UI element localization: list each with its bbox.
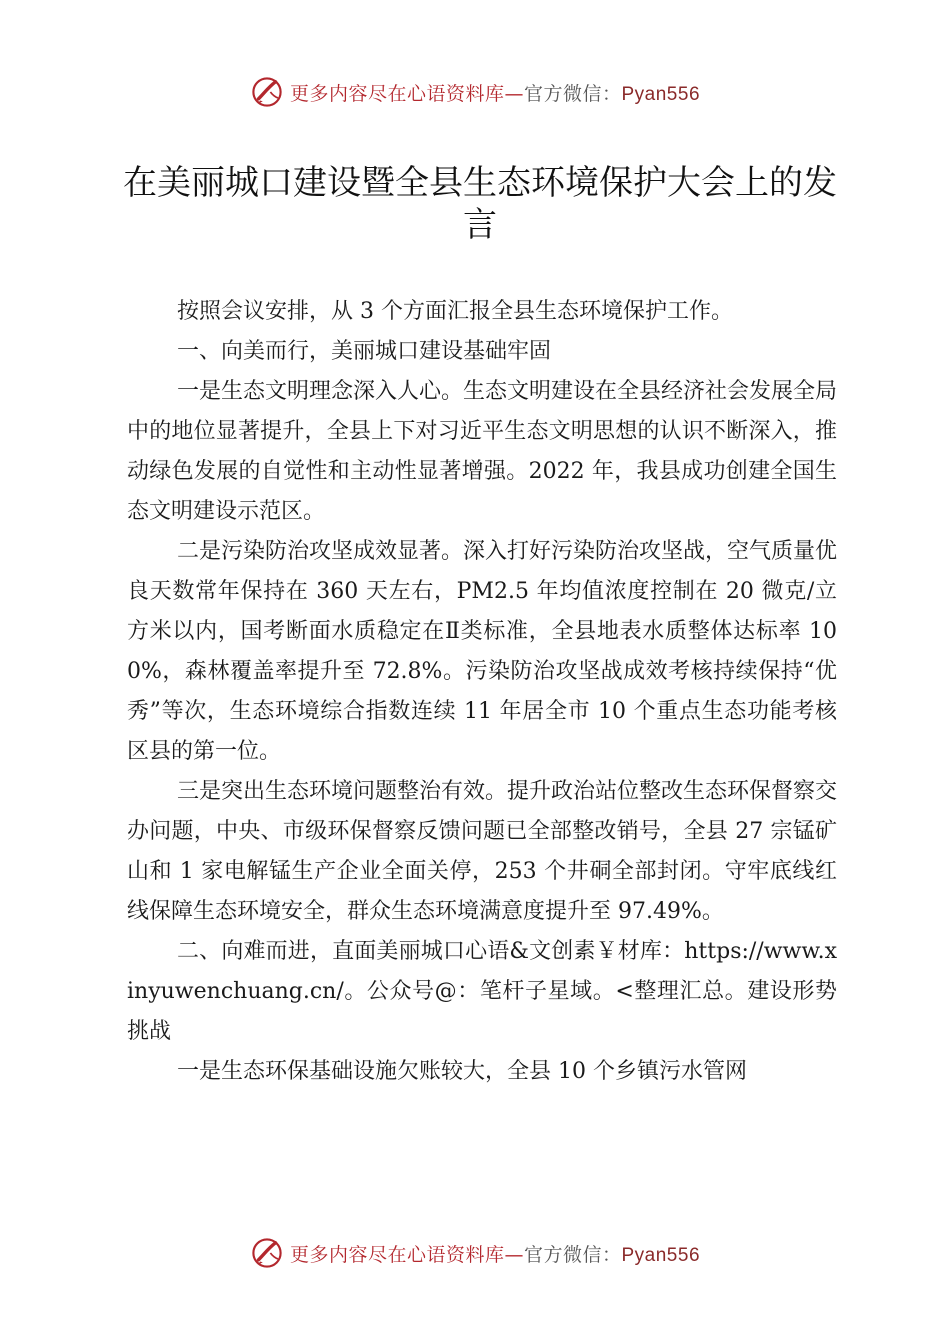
paragraph-eco-civilization: 一是生态文明理念深入人心。生态文明建设在全县经济社会发展全局中的地位显著提升，全县上下对习近平生态文明思想的认识不断深入，推动绿色发展的自觉性和主动性显著增强。2022 年，我县成功创建全国生态文明建设示范区。 <box>127 379 838 524</box>
paragraph-infrastructure: 一是生态环保基础设施欠账较大，全县 10 个乡镇污水管网 <box>177 1059 747 1084</box>
watermark-banner-bottom <box>0 1233 950 1273</box>
pen-logo-icon <box>250 1236 284 1270</box>
pen-logo-icon <box>250 75 284 109</box>
paragraph-intro: 按照会议安排，从 3 个方面汇报全县生态环境保护工作。 <box>177 299 733 324</box>
paragraph-issue-rectification: 三是突出生态环境问题整治有效。提升政治站位整改生态环保督察交办问题，中央、市级环保督察反馈问题已全部整改销号，全县 27 宗锰矿山和 1 家电解锰生产企业全面关停，253 个井硐全部封闭。守牢底线红线保障生态环境安全，群众生态环境满意度提升至 97.49%。 <box>127 779 838 924</box>
document-title: 在美丽城口建设暨全县生态环境保护大会上的发言 <box>123 163 837 245</box>
watermark-text: 更多内容尽在心语资料库—官方微信：Pyan556 <box>289 1243 701 1266</box>
watermark-banner-top <box>0 72 950 112</box>
section-heading-2: 二、向难而进，直面美丽城口心语&文创素￥材库：https://www.xinyuwenchuang.cn/。公众号@：笔杆子星域。<整理汇总。建设形势挑战 <box>127 939 837 1044</box>
paragraph-pollution-control: 二是污染防治攻坚成效显著。深入打好污染防治攻坚战，空气质量优良天数常年保持在 360 天左右，PM2.5 年均值浓度控制在 20 微克/立方米以内，国考断面水质稳定在Ⅱ类标准，全县地表水质整体达标率 100%，森林覆盖率提升至 72.8%。污染防治攻坚战成效考核持续保持“优秀”等次，生态环境综合指数连续 11 年居全市 10 个重点生态功能考核区县的第一位。 <box>127 539 838 764</box>
watermark-text: 更多内容尽在心语资料库—官方微信：Pyan556 <box>289 82 701 105</box>
section-heading-1: 一、向美而行，美丽城口建设基础牢固 <box>177 339 552 364</box>
document-body <box>127 292 837 1092</box>
